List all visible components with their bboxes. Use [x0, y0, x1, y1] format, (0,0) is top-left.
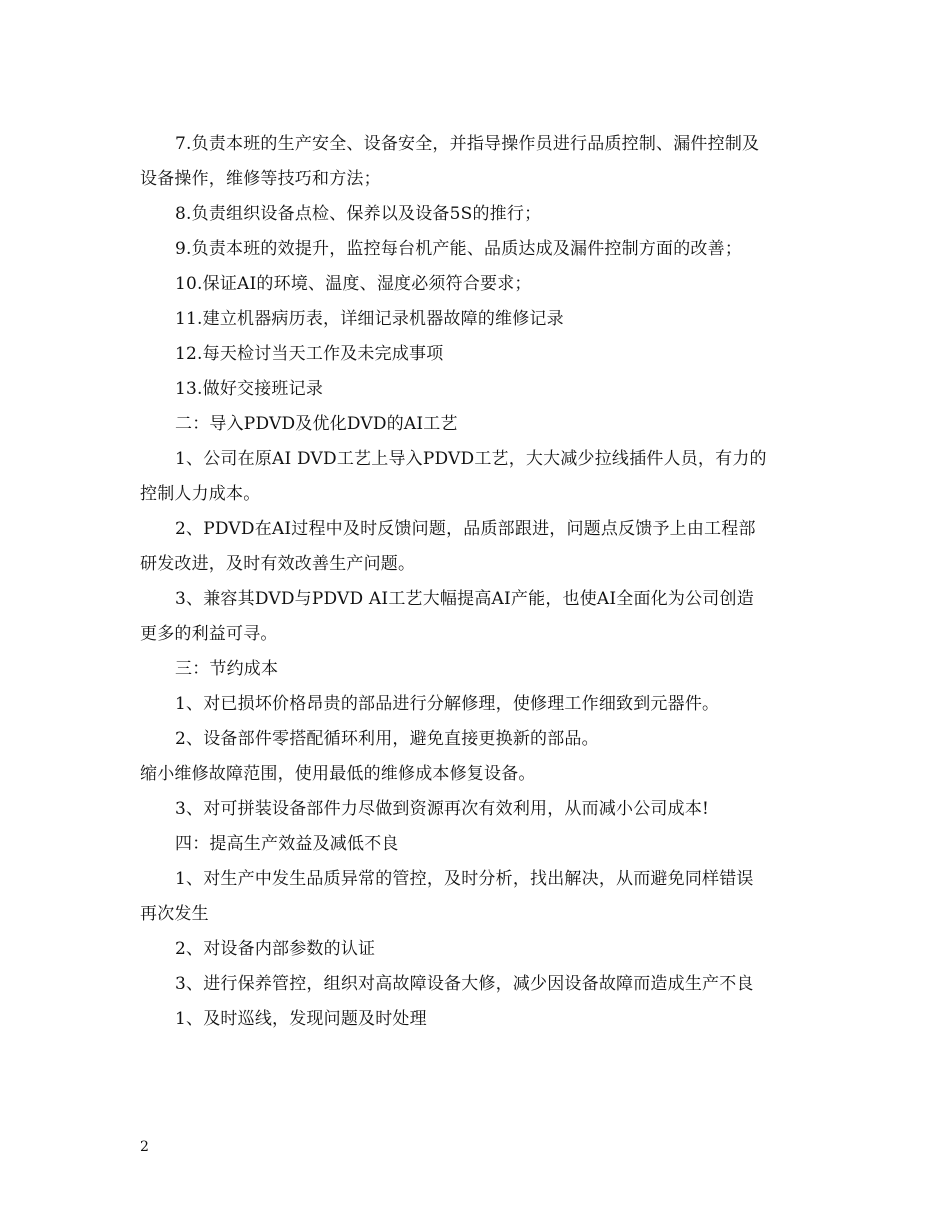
paragraph — [140, 722, 812, 757]
text-line: 10.保证AI的环境、温度、湿度必须符合要求； — [175, 274, 532, 294]
paragraph — [140, 197, 812, 232]
text-line: 再次发生 — [140, 904, 209, 924]
text-line: 缩小维修故障范围，使用最低的维修成本修复设备。 — [140, 764, 536, 784]
text-line: 1、对生产中发生品质异常的管控，及时分析，找出解决，从而避免同样错误 — [175, 869, 754, 889]
paragraph — [140, 127, 812, 197]
document-body — [140, 127, 812, 1037]
text-line: 2、对设备内部参数的认证 — [175, 939, 376, 959]
paragraph — [140, 792, 812, 827]
paragraph — [140, 1002, 812, 1037]
paragraph — [140, 232, 812, 267]
text-line: 二：导入PDVD及优化DVD的AI工艺 — [175, 414, 458, 434]
text-line: 12.每天检讨当天工作及未完成事项 — [175, 344, 444, 364]
text-line: 9.负责本班的效提升，监控每台机产能、品质达成及漏件控制方面的改善； — [175, 239, 743, 259]
text-line: 设备操作，维修等技巧和方法； — [140, 169, 381, 189]
section-heading — [140, 652, 812, 687]
page-number: 2 — [140, 1139, 149, 1155]
paragraph — [140, 302, 812, 337]
text-line: 8.负责组织设备点检、保养以及设备5S的推行； — [175, 204, 542, 224]
text-line: 2、设备部件零搭配循环利用，避免直接更换新的部品。 — [175, 729, 599, 749]
text-line: 控制人力成本。 — [140, 484, 261, 504]
text-line: 更多的利益可寻。 — [140, 624, 278, 644]
text-line: 四：提高生产效益及减低不良 — [175, 834, 399, 854]
text-line: 1、及时巡线，发现问题及时处理 — [175, 1009, 427, 1029]
section-heading — [140, 407, 812, 442]
paragraph — [140, 757, 812, 792]
text-line: 7.负责本班的生产安全、设备安全，并指导操作员进行品质控制、漏件控制及 — [175, 134, 760, 154]
paragraph — [140, 967, 812, 1002]
text-line: 3、对可拼装设备部件力尽做到资源再次有效利用，从而减小公司成本! — [175, 799, 710, 819]
section-heading — [140, 827, 812, 862]
text-line: 13.做好交接班记录 — [175, 379, 324, 399]
text-line: 1、公司在原AI DVD工艺上导入PDVD工艺，大大减少拉线插件人员，有力的 — [175, 449, 767, 469]
paragraph — [140, 442, 812, 512]
paragraph — [140, 372, 812, 407]
paragraph — [140, 337, 812, 372]
paragraph — [140, 687, 812, 722]
text-line: 研发改进，及时有效改善生产问题。 — [140, 554, 416, 574]
paragraph — [140, 862, 812, 932]
text-line: 3、进行保养管控，组织对高故障设备大修，减少因设备故障而造成生产不良 — [175, 974, 754, 994]
paragraph — [140, 512, 812, 582]
text-line: 2、PDVD在AI过程中及时反馈问题，品质部跟进，问题点反馈予上由工程部 — [175, 519, 756, 539]
text-line: 11.建立机器病历表，详细记录机器故障的维修记录 — [175, 309, 564, 329]
text-line: 3、兼容其DVD与PDVD AI工艺大幅提高AI产能，也使AI全面化为公司创造 — [175, 589, 754, 609]
text-line: 三：节约成本 — [175, 659, 279, 679]
paragraph — [140, 932, 812, 967]
text-line: 1、对已损坏价格昂贵的部品进行分解修理，使修理工作细致到元器件。 — [175, 694, 720, 714]
paragraph — [140, 267, 812, 302]
paragraph — [140, 582, 812, 652]
